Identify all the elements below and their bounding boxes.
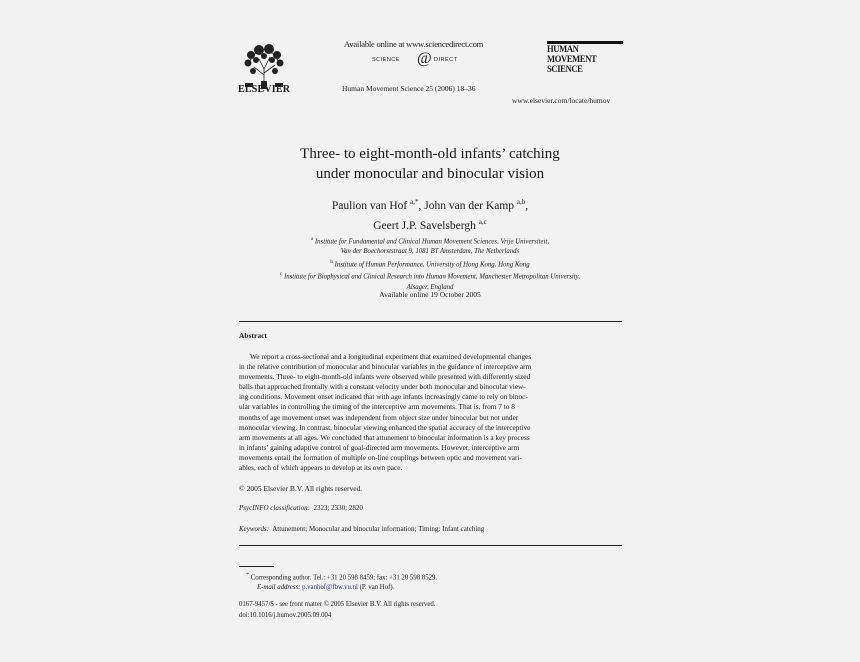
journal-logo — [547, 41, 623, 89]
psycinfo-classification — [239, 504, 363, 512]
keywords — [239, 525, 484, 533]
abstract-line: ing conditions. Movement onset indicated that with age infants increasingly came to rely on binoc- — [239, 392, 528, 402]
publisher-name: ELSEVIER — [238, 84, 291, 95]
divider — [239, 545, 622, 546]
journal-logo-bar — [547, 41, 623, 44]
email-label: E-mail address: — [257, 584, 301, 592]
abstract-line: movements entail the formation of multiple on-line couplings between optic and movement vari- — [239, 452, 522, 462]
sciencedirect-logo — [372, 52, 492, 68]
copyright: © 2005 Elsevier B.V. All rights reserved. — [239, 484, 363, 493]
sd-logo-at-icon: @ — [417, 50, 432, 67]
author-list: Paulion van Hof $^{a,*}$, John van der Kamp $^{a,b}$, Geert J.P. Savelsbergh $^{a,c}$ — [331, 198, 529, 232]
footnote-rule — [239, 566, 274, 567]
footnote-line — [239, 570, 437, 583]
article-first-page — [232, 32, 628, 632]
abstract-line: arm movements at all ages. We concluded that attunement to binocular information is a key process — [239, 432, 530, 442]
email-suffix: (P. van Hof). — [359, 584, 395, 592]
psycinfo-label: PsycINFO classification: — [239, 504, 310, 512]
abstract-body — [239, 352, 622, 473]
author-name: John van der Kamp — [424, 199, 514, 212]
abstract-line: monocular viewing. In contrast, binocular viewing enhanced the spatial accuracy of the interceptive — [239, 422, 531, 432]
affiliation-text: Alsager, England — [406, 283, 454, 291]
abstract-line: ables, each of which appears to develop at its own pace. — [239, 463, 403, 473]
journal-logo-title — [547, 45, 596, 75]
affil-mark: c — [280, 272, 283, 278]
journal-homepage[interactable]: www.elsevier.com/locate/humov — [512, 96, 611, 105]
available-at-line: Available online at www.sciencedirect.com — [344, 39, 484, 49]
abstract-line: in infants’ gaining adaptive control of goal-directed arm movements. However, interceptive arm — [239, 442, 520, 452]
author-affil-mark[interactable]: a,* — [410, 198, 419, 206]
affiliation-text: Van der Boechorststraat 9, 1081 BT Amsterdam, The Netherlands — [340, 248, 520, 256]
abstract-line: We report a cross-sectional and a longitudinal experiment that examined developmental changes — [250, 352, 532, 361]
title-line: Three- to eight-month-old infants’ catching — [300, 146, 560, 162]
doi-line[interactable]: doi:10.1016/j.humov.2005.09.004 — [239, 611, 332, 619]
abstract-line: movements. Three- to eight-month-old infants were observed while presented with differently sized — [239, 372, 531, 382]
journal-logo-line: MOVEMENT — [547, 55, 597, 65]
affiliation-line — [232, 258, 628, 270]
abstract-line: ular variables in controlling the timing of the interceptive arm movements. That is, from 7 to 8 — [239, 402, 515, 412]
front-matter — [239, 600, 435, 621]
abstract-line: months of age movement onset was independent from object size under binocular but not under — [239, 412, 519, 422]
affil-mark: a — [310, 237, 314, 242]
author-name: Geert J.P. Savelsbergh — [373, 219, 476, 232]
abstract-line: balls that approached frontally with a constant velocity under both monocular and binocular view- — [239, 382, 526, 392]
journal-citation: Human Movement Science 25 (2006) 18–36 — [342, 84, 476, 93]
affiliation-text: Institute for Biophysical and Clinical Research into Human Movement, Manchester Metropolitan University, — [283, 273, 580, 281]
corresponding-text: Corresponding author. Tel.: +31 20 598 8459; fax: +31 20 598 8529. — [250, 574, 438, 582]
affiliation-line — [232, 235, 628, 247]
available-online-date: Available online 19 October 2005 — [379, 290, 481, 299]
keywords-value: Attunement; Monocular and binocular information; Timing; Infant catching — [272, 525, 485, 533]
affiliation-text: Institute for Fundamental and Clinical Human Movement Sciences, Vrije Universiteit, — [314, 238, 550, 246]
psycinfo-value: 2323; 2330; 2820 — [313, 504, 363, 512]
divider — [239, 321, 622, 322]
affiliation-line — [232, 247, 628, 257]
sd-logo-left: SCIENCE — [372, 57, 400, 63]
sd-logo-right: DIRECT — [434, 57, 458, 63]
author-affil-mark[interactable]: a,c — [478, 217, 487, 226]
affiliation-line — [232, 270, 628, 282]
footnote-mark: * — [246, 572, 249, 578]
email-line — [239, 583, 437, 593]
author-name: Paulion van Hof — [331, 199, 408, 212]
corresponding-footnote — [239, 570, 437, 593]
journal-logo-line: SCIENCE — [547, 65, 583, 75]
journal-logo-line: HUMAN — [547, 45, 579, 55]
article-title — [232, 144, 628, 184]
abstract-line: in the relative contribution of monocular and binocular variables in the guidance of interceptive arm — [239, 362, 532, 372]
affiliation-text: Institute of Human Performance, University of Hong Kong, Hong Kong — [334, 260, 530, 268]
title-line: under monocular and binocular vision — [315, 166, 545, 182]
keywords-label: Keywords: — [239, 525, 270, 533]
affil-mark: b — [330, 259, 333, 265]
email-link[interactable]: p.vanhof@fbw.vu.nl — [302, 584, 358, 592]
issn-line: 0167-9457/$ - see front matter © 2005 Elsevier B.V. All rights reserved. — [239, 601, 436, 608]
affiliations — [232, 235, 628, 293]
abstract-heading: Abstract — [239, 331, 267, 340]
author-affil-mark[interactable]: a,b — [516, 198, 526, 206]
